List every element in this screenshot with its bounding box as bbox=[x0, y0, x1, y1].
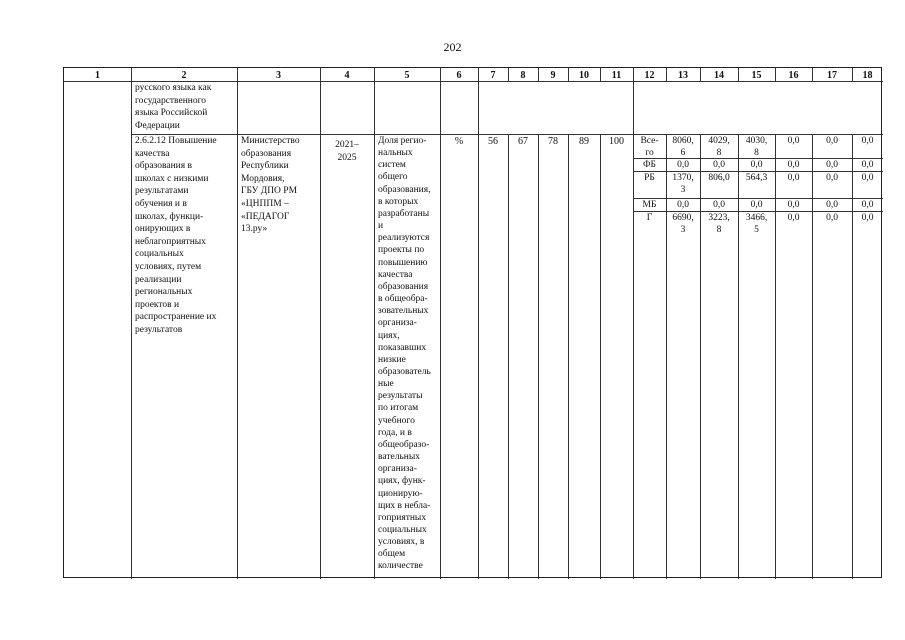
funding-cell: 0,0 bbox=[787, 136, 800, 146]
grid-line bbox=[600, 134, 601, 579]
executor: Министерство образования Республики Мордовия, ГБУ ДПО РМ «ЦНППМ – «ПЕДАГОГ 13.ру» bbox=[241, 136, 300, 235]
funding-cell: 0,0 bbox=[713, 200, 725, 210]
funding-cell: 0,0 bbox=[861, 200, 874, 210]
funding-cell: 0,0 bbox=[787, 200, 800, 210]
funding-source: РБ bbox=[644, 173, 655, 183]
funding-cell: 3466, 5 bbox=[745, 213, 768, 235]
funding-cell: 806,0 bbox=[708, 173, 730, 183]
continued-row-name: русского языка как государственного языка Российской Федерации bbox=[135, 83, 212, 131]
column-header: 13 bbox=[678, 70, 688, 81]
funding-cell: 0,0 bbox=[861, 136, 874, 146]
column-header: 4 bbox=[344, 70, 350, 81]
unit-cell: % bbox=[454, 136, 464, 147]
column-header: 10 bbox=[579, 70, 589, 81]
column-header: 14 bbox=[714, 70, 724, 81]
grid-line bbox=[374, 68, 375, 579]
funding-source: МБ bbox=[642, 200, 657, 210]
grid-line bbox=[131, 68, 132, 579]
column-header: 16 bbox=[788, 70, 799, 81]
grid-line bbox=[538, 134, 539, 579]
funding-cell: 0,0 bbox=[826, 160, 838, 170]
grid-line bbox=[508, 134, 509, 579]
funding-cell: 6690, 3 bbox=[672, 213, 694, 235]
funding-cell: 4030, 8 bbox=[745, 136, 768, 158]
funding-cell: 0,0 bbox=[861, 160, 874, 170]
column-header: 12 bbox=[644, 70, 655, 81]
value-cell: 89 bbox=[579, 136, 589, 147]
funding-cell: 0,0 bbox=[677, 200, 689, 210]
funding-cell: 0,0 bbox=[826, 173, 838, 183]
funding-cell: 0,0 bbox=[750, 200, 763, 210]
page-number: 202 bbox=[443, 40, 462, 54]
column-header: 3 bbox=[276, 70, 281, 81]
period: 2021– 2025 bbox=[335, 140, 359, 163]
funding-cell: 0,0 bbox=[787, 213, 800, 223]
column-header: 15 bbox=[751, 70, 762, 81]
column-header: 6 bbox=[456, 70, 462, 81]
funding-cell: 0,0 bbox=[826, 213, 838, 223]
column-header: 11 bbox=[611, 70, 622, 81]
funding-cell: 3223, 8 bbox=[708, 213, 730, 235]
column-header: 18 bbox=[862, 70, 873, 81]
column-header: 7 bbox=[490, 70, 496, 81]
value-cell: 56 bbox=[488, 136, 498, 147]
value-cell: 78 bbox=[548, 136, 558, 147]
funding-source: Г bbox=[646, 213, 653, 223]
funding-cell: 564,3 bbox=[745, 173, 768, 183]
funding-source: ФБ bbox=[643, 160, 656, 170]
column-header: 17 bbox=[827, 70, 837, 81]
funding-cell: 0,0 bbox=[861, 173, 874, 183]
funding-cell: 0,0 bbox=[750, 160, 763, 170]
value-cell: 100 bbox=[609, 136, 624, 147]
grid-line bbox=[568, 134, 569, 579]
funding-cell: 4029, 8 bbox=[708, 136, 730, 158]
column-header: 5 bbox=[404, 70, 410, 81]
indicator-name: Доля регио- нальных систем общего образования, в которых разработаны и реализуются проекты по повышению качества образования в общеобра- зовательных организа- циях, показавших низкие образователь ные результаты по итогам учебного года, и в общеобразо- вательных организа- циях, функ- ционирую- щих в небла- гоприятных социальных условиях, в общем количестве bbox=[378, 136, 431, 572]
funding-cell: 0,0 bbox=[861, 213, 874, 223]
funding-cell: 0,0 bbox=[826, 200, 838, 210]
measure-name: 2.6.2.12 Повышение качества образования в школах с низкими результатами обучения и в школах, функци- онирующих в неблагоприятных социальных условиях, путем реализации региональных проектов и распространение их результатов bbox=[135, 136, 217, 335]
funding-source: Все- го bbox=[640, 136, 659, 158]
column-header: 9 bbox=[550, 70, 556, 81]
funding-cell: 0,0 bbox=[787, 160, 800, 170]
document-table bbox=[63, 67, 882, 578]
column-header: 1 bbox=[95, 70, 100, 81]
funding-cell: 0,0 bbox=[713, 160, 725, 170]
value-cell: 67 bbox=[518, 136, 528, 147]
funding-cell: 1370, 3 bbox=[672, 173, 694, 195]
column-header: 8 bbox=[520, 70, 526, 81]
funding-cell: 0,0 bbox=[677, 160, 689, 170]
column-header: 2 bbox=[181, 70, 187, 81]
funding-cell: 0,0 bbox=[787, 173, 800, 183]
grid-line bbox=[237, 68, 238, 579]
funding-cell: 8060, 6 bbox=[672, 136, 694, 158]
funding-cell: 0,0 bbox=[826, 136, 838, 146]
